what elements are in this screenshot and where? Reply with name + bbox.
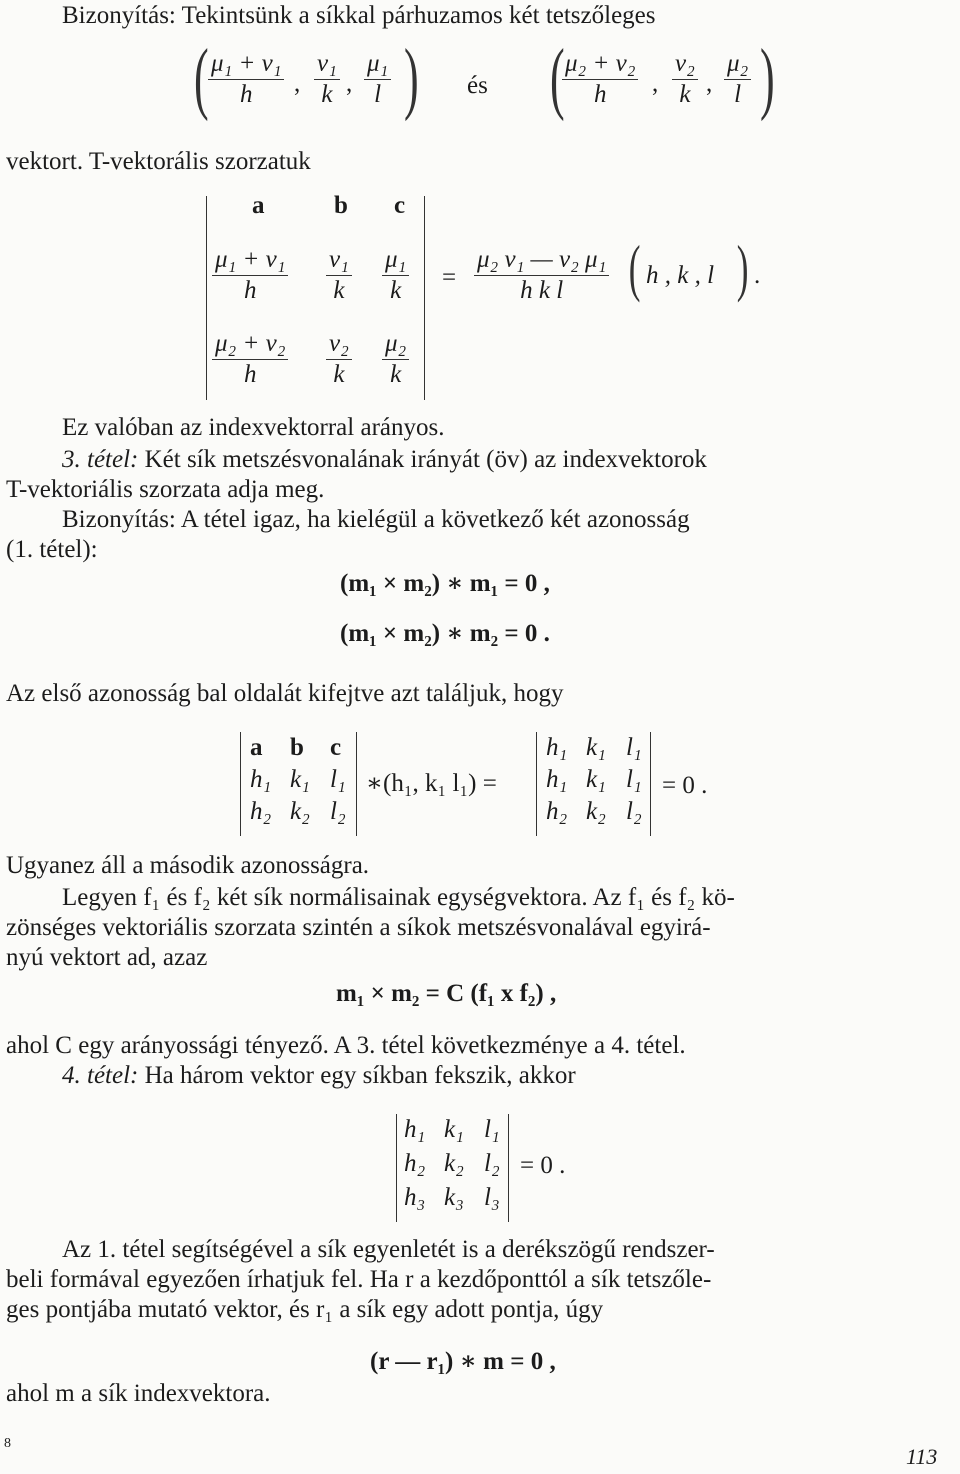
det-row1-frac-2: $\frac{\text{ν₁}}{k}$ [326, 246, 352, 305]
identity-1: (m₁ × m₂) ∗ m₁ = 0 , [340, 570, 550, 597]
period: . [754, 262, 761, 289]
expansion-determinant: a b c h₁ k₁ l₁ h₂ k₂ l₂ [250, 734, 346, 825]
identity-2: (m₁ × m₂) ∗ m₂ = 0 . [340, 620, 550, 647]
text-line: Legyen f₁ és f₂ két sík normálisainak egységvektora. Az f₁ és f₂ kö- [62, 884, 735, 911]
text-line: T-vektoriális szorzata adja meg. [6, 476, 325, 503]
vector1-frac-1: $\frac{\text{μ₁ + ν₁}}{h}$ [208, 50, 284, 109]
text-line: Ez valóban az indexvektorral arányos. [62, 414, 445, 441]
coefficient-determinant: h₁ k₁ l₁ h₁ k₁ l₁ h₂ k₂ l₂ [546, 734, 642, 825]
proof-intro-line: Bizonyítás: Tekintsünk a síkkal párhuzamos két tetszőleges [62, 2, 656, 29]
text-line: vektort. T-vektorális szorzatuk [6, 148, 311, 175]
vector2-frac-2: $\frac{\text{ν₂}}{k}$ [672, 50, 698, 109]
text-line: zönséges vektoriális szorzata szintén a síkok metszésvonalával egyirá- [6, 914, 711, 941]
text-line: Bizonyítás: A tétel igaz, ha kielégül a következő két azonosság [62, 506, 690, 533]
vector1-frac-3: $\frac{\text{μ₁}}{l}$ [364, 50, 391, 109]
comma: , [706, 70, 713, 97]
left-paren: ( [193, 34, 209, 122]
determinant-bar-left [536, 732, 537, 836]
det-row2-frac-3: $\frac{\text{μ₂}}{k}$ [382, 330, 409, 389]
result-fraction: $\frac{\text{μ₂ ν₁ — ν₂ μ₁}}{\text{h k l}}$ [474, 246, 609, 305]
equals-sign: = [442, 264, 457, 291]
text-line: beli formával egyezően írhatjuk fel. Ha r a kezdőponttól a sík tetszőle- [6, 1266, 712, 1293]
theorem-3-line: 3. tétel: Két sík metszésvonalának irányát (öv) az indexvektorok [62, 446, 707, 473]
dot-product-term: ∗(h₁, k₁ l₁) = [366, 770, 497, 797]
determinant-bar-left [206, 196, 207, 400]
text-line: (1. tétel): [6, 536, 98, 563]
text-line: Ugyanez áll a második azonosságra. [6, 852, 370, 879]
plane-equation: (r — r₁) ∗ m = 0 , [370, 1348, 556, 1375]
comma: , [294, 70, 301, 97]
page-number: 113 [906, 1444, 938, 1469]
result-vector: h , k , l [646, 262, 715, 289]
left-paren: ( [628, 232, 641, 303]
equals-zero: = 0 . [662, 772, 708, 799]
theorem-label: tétel: [87, 446, 139, 473]
unit-vector-c: c [394, 192, 406, 219]
right-paren: ) [736, 232, 749, 303]
text-line: ahol m a sík indexvektora. [6, 1380, 271, 1407]
vector2-frac-3: $\frac{\text{μ₂}}{l}$ [724, 50, 751, 109]
text-line: Az első azonosság bal oldalát kifejtve azt találjuk, hogy [6, 680, 564, 707]
right-paren: ) [403, 34, 419, 122]
theorem-label: tétel: [87, 1062, 139, 1089]
det-row1-frac-1: $\frac{\text{μ₁ + ν₁}}{h}$ [212, 246, 288, 305]
text-line: nyú vektort ad, azaz [6, 944, 208, 971]
conjunction-es: és [467, 72, 488, 99]
margin-mark: 8 [4, 1436, 11, 1451]
text-line: ges pontjába mutató vektor, és r₁ a sík egy adott pontja, úgy [6, 1296, 604, 1323]
determinant-bar-left [396, 1114, 397, 1222]
coplanar-determinant: h₁ k₁ l₁ h₂ k₂ l₂ h₃ k₃ l₃ [404, 1116, 500, 1211]
vector2-frac-1: $\frac{\text{μ₂ + ν₂}}{h}$ [562, 50, 638, 109]
text-line: Az 1. tétel segítségével a sík egyenletét is a derékszögű rendszer- [62, 1236, 715, 1263]
det-row2-frac-1: $\frac{\text{μ₂ + ν₂}}{h}$ [212, 330, 288, 389]
comma: , [652, 70, 659, 97]
determinant-bar-right [424, 196, 425, 400]
unit-vector-b: b [334, 192, 348, 219]
det-row1-frac-3: $\frac{\text{μ₁}}{k}$ [382, 246, 409, 305]
left-paren: ( [549, 34, 565, 122]
det-row2-frac-2: $\frac{\text{ν₂}}{k}$ [326, 330, 352, 389]
comma: , [346, 70, 353, 97]
unit-vector-a: a [252, 192, 265, 219]
theorem-4-line: 4. tétel: Ha három vektor egy síkban fekszik, akkor [62, 1062, 576, 1089]
determinant-bar-left [240, 732, 241, 836]
right-paren: ) [759, 34, 775, 122]
text-line: ahol C egy arányossági tényező. A 3. tétel következménye a 4. tétel. [6, 1032, 686, 1059]
cross-product-equation: m₁ × m₂ = C (f₁ x f₂) , [336, 980, 557, 1007]
vector1-frac-2: $\frac{\text{ν₁}}{k}$ [314, 50, 340, 109]
equals-zero: = 0 . [520, 1152, 566, 1179]
